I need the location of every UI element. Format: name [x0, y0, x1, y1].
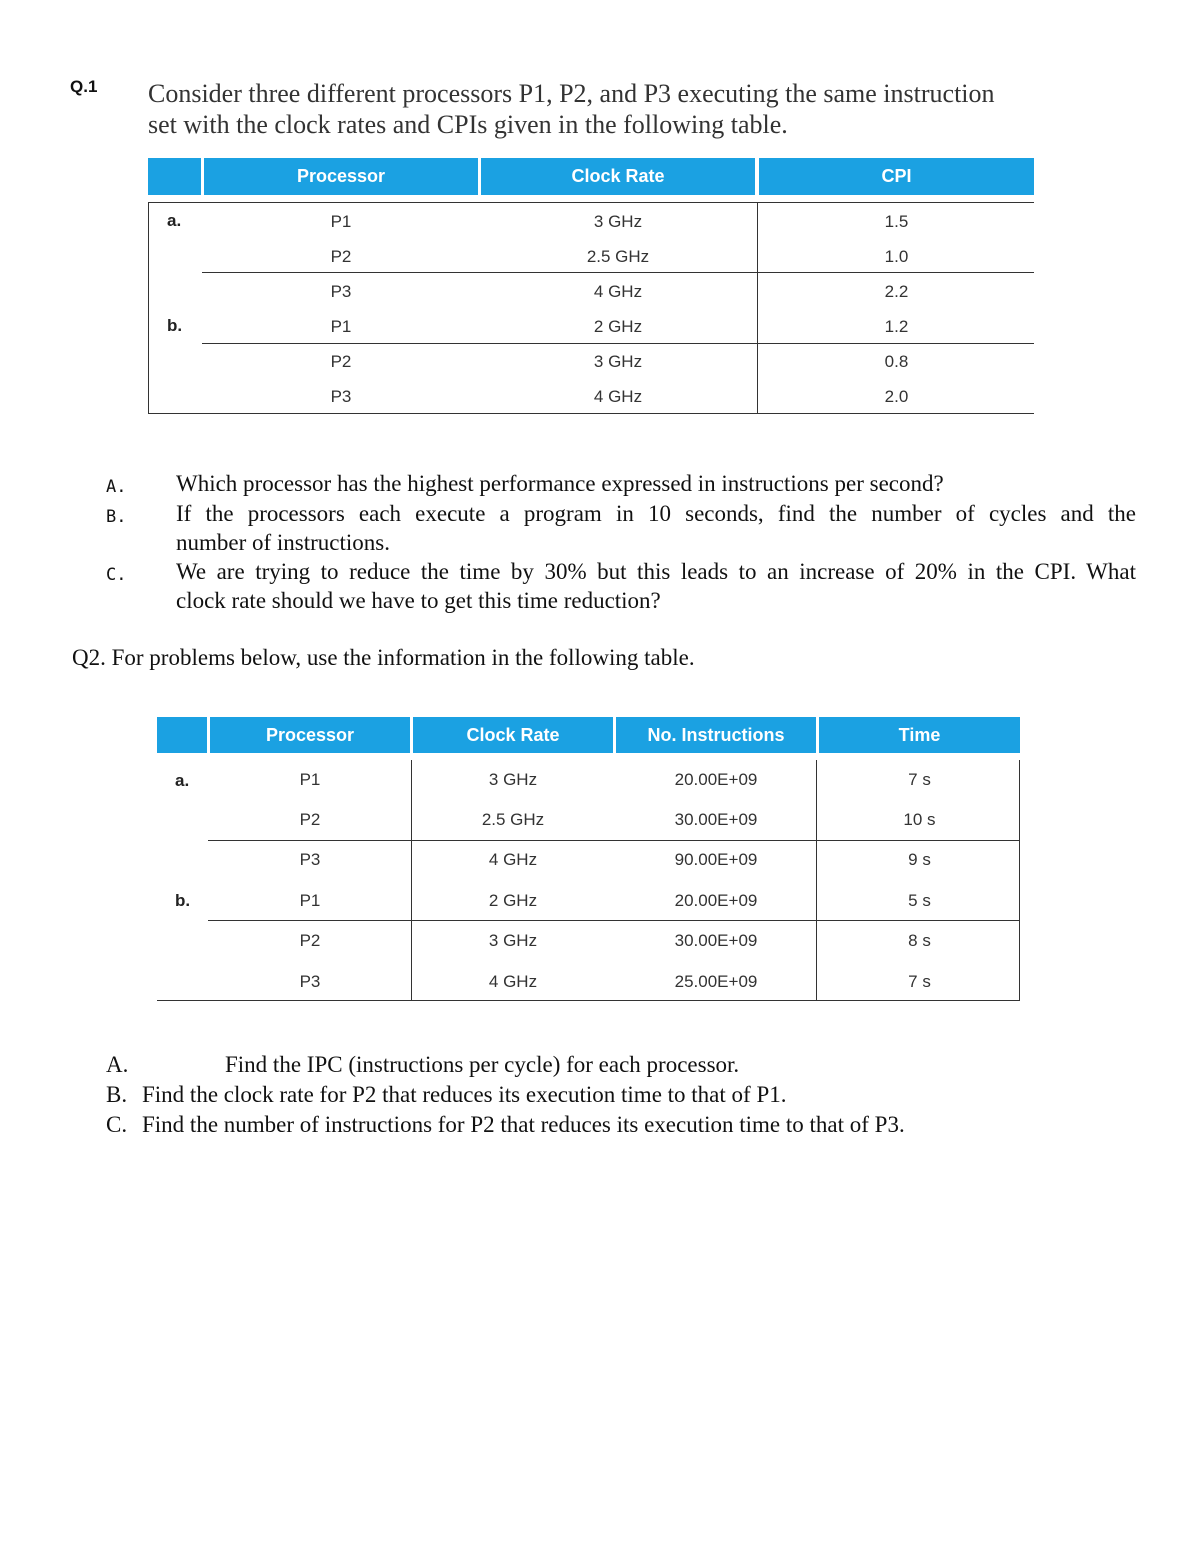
q2-question-c: [106, 1110, 1106, 1140]
q1-cell-cpi: 2.2: [884, 281, 909, 301]
q2-header-time: Time: [819, 717, 1020, 753]
question-line: Which processor has the highest performance expressed in instructions per second?: [176, 471, 944, 496]
q2-cell-time: 7 s: [908, 971, 931, 991]
q2-cell-clock-rate: 4 GHz: [488, 849, 538, 869]
q2-group-b: b.: [175, 891, 191, 910]
q2-cell-processor: P1: [299, 890, 321, 910]
q2-cell-processor: P3: [299, 849, 321, 869]
q1-cell-clock-rate: 4 GHz: [593, 281, 643, 301]
q2-cell-processor: P3: [299, 971, 321, 991]
q2-cell-processor: P2: [299, 809, 321, 829]
q2-cell-instructions: 90.00E+09: [674, 849, 758, 869]
q2-cell-processor: P1: [299, 769, 321, 789]
question-2-intro: Q2. For problems below, use the information in the following table.: [72, 645, 695, 670]
q2-question-c-letter: C.: [106, 1112, 128, 1137]
q1-cell-clock-rate: 2 GHz: [593, 316, 643, 336]
q1-cell-processor: P3: [330, 386, 352, 406]
q1-cell-processor: P1: [330, 316, 352, 336]
q1-question-a-letter: A.: [106, 477, 127, 497]
q2-cell-time: 10 s: [903, 809, 936, 829]
q2-cell-time: 7 s: [908, 769, 931, 789]
q2-header-instructions: No. Instructions: [616, 717, 816, 753]
q1-cell-cpi: 1.5: [884, 211, 909, 231]
q1-cell-clock-rate: 3 GHz: [593, 211, 643, 231]
q1-cell-clock-rate: 2.5 GHz: [586, 246, 650, 266]
q1-cell-cpi: 1.0: [884, 246, 909, 266]
q2-group-a: a.: [175, 771, 190, 790]
q2-col-rule: [411, 760, 412, 1001]
q2-header-blank: [157, 717, 207, 753]
q2-question-a-letter: A.: [106, 1052, 129, 1077]
q2-question-b-letter: B.: [106, 1082, 128, 1107]
q2-cell-time: 8 s: [908, 930, 931, 950]
q1-cell-processor: P1: [330, 211, 352, 231]
q2-question-b-text: Find the clock rate for P2 that reduces its execution time to that of P1.: [142, 1082, 787, 1107]
q2-row-rule: [208, 840, 1020, 841]
q1-cell-processor: P2: [330, 246, 352, 266]
question-line: clock rate should we have to get this time reduction?: [176, 588, 661, 613]
q2-cell-clock-rate: 3 GHz: [488, 930, 538, 950]
q1-cell-cpi: 2.0: [884, 386, 909, 406]
q2-cell-processor: P2: [299, 930, 321, 950]
q1-cell-processor: P3: [330, 281, 352, 301]
q2-row-rule: [208, 920, 1020, 921]
q1-group-a: a.: [167, 211, 182, 230]
q2-question-a-text: Find the IPC (instructions per cycle) for each processor.: [225, 1052, 740, 1077]
q2-cell-instructions: 20.00E+09: [674, 890, 758, 910]
q2-header-clock-rate: Clock Rate: [413, 717, 613, 753]
q1-cell-cpi: 1.2: [884, 316, 909, 336]
q2-cell-clock-rate: 2 GHz: [488, 890, 538, 910]
intro-line-2: set with the clock rates and CPIs given in the following table.: [148, 110, 788, 139]
q2-cell-instructions: 20.00E+09: [674, 769, 758, 789]
q2-bottom-rule: [157, 1000, 1020, 1001]
q2-cell-time: 5 s: [908, 890, 931, 910]
q1-header-cpi: CPI: [759, 158, 1034, 195]
q1-cell-clock-rate: 3 GHz: [593, 351, 643, 371]
q2-cell-instructions: 25.00E+09: [674, 971, 758, 991]
q2-col-rule: [816, 760, 817, 1001]
q1-question-c-letter: C.: [106, 565, 127, 585]
q1-question-b-letter: B.: [106, 507, 127, 527]
q2-question-b: [106, 1080, 1106, 1110]
q1-cell-clock-rate: 4 GHz: [593, 386, 643, 406]
q2-cell-clock-rate: 2.5 GHz: [481, 809, 545, 829]
q2-question-a: [106, 1050, 1106, 1080]
q2-cell-instructions: 30.00E+09: [674, 809, 758, 829]
question-line: If the processors each execute a program in 10 seconds, find the number of cycles and the: [176, 501, 1136, 526]
q1-cell-cpi: 0.8: [884, 351, 909, 371]
q1-header-processor: Processor: [204, 158, 478, 195]
question-line: number of instructions.: [176, 530, 390, 555]
question-1-label: Q.1: [70, 77, 98, 96]
question-line: We are trying to reduce the time by 30% but this leads to an increase of 20% in the CPI. What: [176, 559, 1136, 584]
q2-cell-clock-rate: 3 GHz: [488, 769, 538, 789]
q1-group-b: b.: [167, 316, 183, 335]
q2-cell-instructions: 30.00E+09: [674, 930, 758, 950]
q2-header-processor: Processor: [210, 717, 410, 753]
q2-question-c-text: Find the number of instructions for P2 that reduces its execution time to that of P3.: [142, 1112, 905, 1137]
q1-cell-processor: P2: [330, 351, 352, 371]
q2-cell-clock-rate: 4 GHz: [488, 971, 538, 991]
q1-header-clock-rate: Clock Rate: [481, 158, 755, 195]
intro-line-1: Consider three different processors P1, P2, and P3 executing the same instruction: [148, 79, 995, 108]
q2-cell-time: 9 s: [908, 849, 931, 869]
